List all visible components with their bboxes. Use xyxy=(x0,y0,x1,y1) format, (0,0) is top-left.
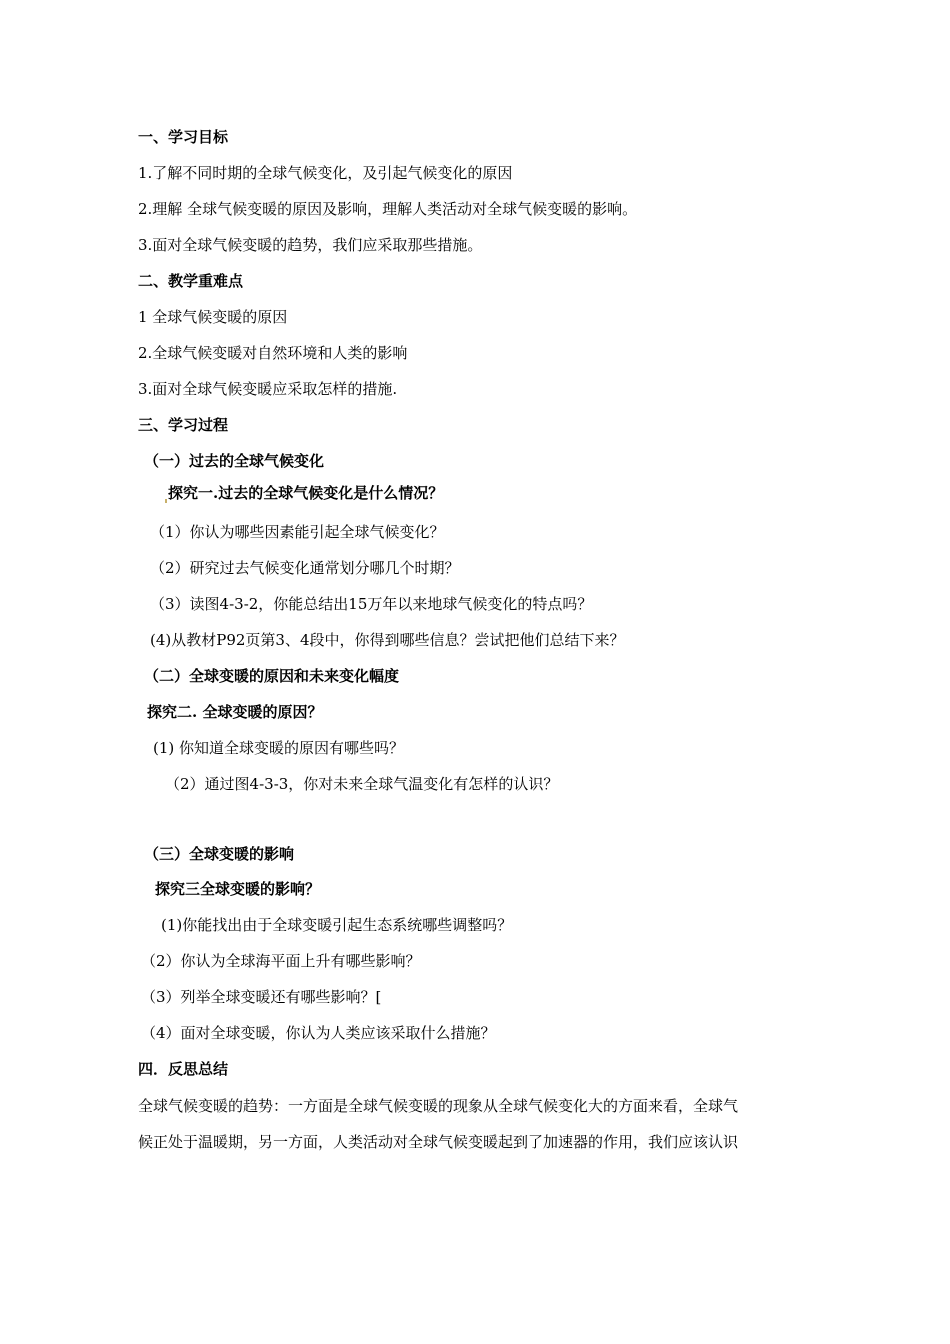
question-item: （2）研究过去气候变化通常划分哪几个时期？ xyxy=(150,559,460,577)
key-point-item: 1 全球气候变暖的原因 xyxy=(138,308,288,326)
subsection-heading-effects: （三）全球变暖的影响 xyxy=(144,845,295,863)
question-item: （3）读图4-3-2，你能总结出15万年以来地球气候变化的特点吗？ xyxy=(150,595,593,613)
inquiry-heading-1: 探究一.过去的全球气候变化是什么情况？ xyxy=(164,483,443,503)
summary-line: 候正处于温暖期，另一方面，人类活动对全球气候变暖起到了加速器的作用，我们应该认识 xyxy=(138,1133,739,1151)
question-item: (4)从教材P92页第3、4段中，你得到哪些信息？尝试把他们总结下来？ xyxy=(150,631,625,649)
subsection-heading-past-climate: （一）过去的全球气候变化 xyxy=(144,452,325,470)
inquiry-heading-2: 探究二. 全球变暖的原因？ xyxy=(147,703,323,721)
edit-mark xyxy=(165,499,167,503)
summary-paragraph xyxy=(138,1088,814,1160)
question-item: (1)你能找出由于全球变暖引起生态系统哪些调整吗？ xyxy=(161,916,513,934)
section-heading-key-points: 二、教学重难点 xyxy=(138,272,244,290)
key-point-item: 2.全球气候变暖对自然环境和人类的影响 xyxy=(138,344,408,362)
section-heading-summary: 四．反思总结 xyxy=(138,1060,229,1078)
goal-item: 3.面对全球气候变暖的趋势，我们应采取那些措施。 xyxy=(138,236,483,254)
goal-item: 2.理解 全球气候变暖的原因及影响，理解人类活动对全球气候变暖的影响。 xyxy=(138,200,638,218)
question-item: （3）列举全球变暖还有哪些影响？[ xyxy=(141,988,382,1006)
section-heading-goals: 一、学习目标 xyxy=(138,128,229,146)
question-item: （2）通过图4-3-3，你对未来全球气温变化有怎样的认识？ xyxy=(165,775,559,793)
goal-item: 1.了解不同时期的全球气候变化，及引起气候变化的原因 xyxy=(138,164,513,182)
subsection-heading-causes: （二）全球变暖的原因和未来变化幅度 xyxy=(144,667,400,685)
key-point-item: 3.面对全球气候变暖应采取怎样的措施. xyxy=(138,380,398,398)
inquiry-heading-3: 探究三全球变暖的影响？ xyxy=(155,880,321,898)
question-item: (1) 你知道全球变暖的原因有哪些吗？ xyxy=(153,739,405,757)
question-item: （1）你认为哪些因素能引起全球气候变化？ xyxy=(150,523,445,541)
question-item: （2）你认为全球海平面上升有哪些影响？ xyxy=(141,952,421,970)
section-heading-process: 三、学习过程 xyxy=(138,416,229,434)
summary-line: 全球气候变暖的趋势：一方面是全球气候变暖的现象从全球气候变化大的方面来看，全球气 xyxy=(138,1097,739,1115)
question-item: （4）面对全球变暖，你认为人类应该采取什么措施？ xyxy=(141,1024,496,1042)
